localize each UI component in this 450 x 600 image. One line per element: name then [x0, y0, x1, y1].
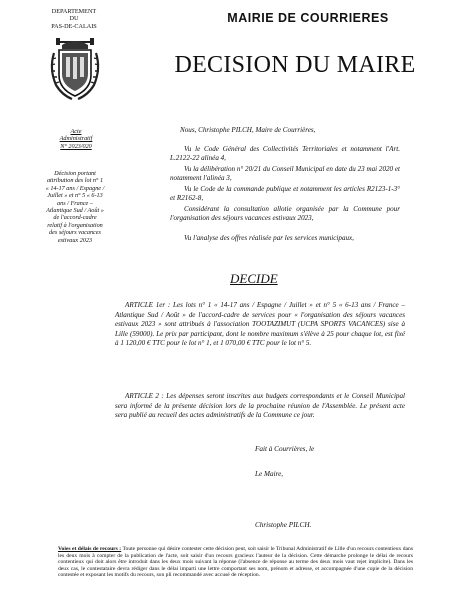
summary-line: ans / France –	[57, 199, 93, 207]
intro-line: Nous, Christophe PILCH, Maire de Courrières,	[180, 126, 316, 134]
summary-line: Juillet » et n° 5 « 6-13	[47, 192, 103, 200]
recours-notice	[58, 546, 413, 579]
recours-text: Toute personne qui désire contester cette décision peut, soit saisir le Tribunal Administratif de Lille d'un recours contentieux dans les deux mois à compter de la publication de l'acte, soit saisir d'un recours gracieux l'auteur de la décision. Cette démarche prolonge le délai de recours contentieux qui doit alors être introduit dans les deux mois suivant la réponse (l'absence de réponse au terme des deux mois vaut rejet implicite). Dans les deux cas, le contestataire devra rédiger dans le délai imparti une lettre comportant ses nom, prénom et adresse, et accompagnée d'une copie de la décision contestée et exposant les motifs du recours, son pli recommandé avec accusé de réception.	[58, 546, 414, 579]
vu-deliberation: Vu la délibération n° 20/21 du Conseil Municipal en date du 23 mai 2020 et notamment l'alinéa 3,	[170, 165, 400, 183]
acte-line: Acte	[70, 128, 82, 135]
article-1: ARTICLE 1er : Les lots n° 1 « 14-17 ans / Espagne / Juillet » et n° 5 « 6-13 ans / France –Atlantique Sud / Août » de l'accord-cadre de services pour « l'organisation des séjours vacances estivaux 2023 » sont attribués à l'association TOOTAZIMUT (UCPA SPORTS VACANCES) sise à Lille (59000). Le prix par participant, dont le nombre maximum s'élève à 25 pour chaque lot, est fixé à 1 120,00 € TTC pour le lot n° 1, et 1 070,00 € TTC pour le lot n° 5.	[115, 301, 405, 348]
recours-label: Voies et délais de recours :	[58, 546, 122, 552]
summary-line: de l'accord-cadre	[53, 214, 97, 222]
le-maire-line: Le Maire,	[255, 470, 284, 478]
page-title: DECISION DU MAIRE	[174, 52, 416, 78]
considerant: Considérant la consultation allotie organisée par la Commune pour l'organisation des séjours vacances estivaux 2023,	[170, 205, 400, 223]
summary-line: estivaux 2023	[57, 236, 93, 244]
dept-line: PAS-DE-CALAIS	[51, 22, 97, 30]
vu-analyse: Vu l'analyse des offres réalisée par les services municipaux,	[184, 234, 354, 242]
department-header	[50, 8, 98, 30]
mairie-heading: MAIRIE DE COURRIERES	[227, 11, 389, 25]
decision-summary	[20, 170, 130, 244]
acte-line: Administratif	[59, 135, 93, 143]
vu-cgct: Vu le Code Général des Collectivités Territoriales et notamment l'Art. L.2122-22 alinéa 4,	[170, 145, 400, 163]
article-2: ARTICLE 2 : Les dépenses seront inscrites aux budgets correspondants et le Conseil Municipal sera informé de la présente décision lors de la prochaine réunion de l'Assemblée. Le présent acte sera publié au recueil des actes administratifs de la Commune ce jour.	[115, 392, 405, 420]
summary-line: Atlantique Sud / Août »	[46, 207, 104, 215]
fait-a-line: Fait à Courrières, le	[255, 445, 315, 453]
summary-line: « 14-17 ans / Espagne /	[45, 184, 105, 192]
decide-heading: DECIDE	[230, 271, 278, 286]
dept-line: DEPARTEMENT	[51, 8, 97, 15]
vu-code-commande: Vu le Code de la commande publique et notamment les articles R2123-1-3° et R2162-8,	[170, 185, 400, 203]
summary-line: des séjours vacances	[49, 229, 101, 237]
summary-line: Décision portant	[54, 170, 96, 177]
dept-line: DU	[69, 15, 79, 23]
acte-reference	[48, 128, 104, 150]
summary-line: attribution des lot n° 1	[46, 177, 104, 185]
summary-line: relatif à l'organisation	[47, 221, 103, 229]
acte-number: N° 2023/020	[60, 142, 92, 150]
coat-of-arms-icon	[46, 33, 104, 103]
signatory-name: Christophe PILCH.	[255, 521, 312, 529]
